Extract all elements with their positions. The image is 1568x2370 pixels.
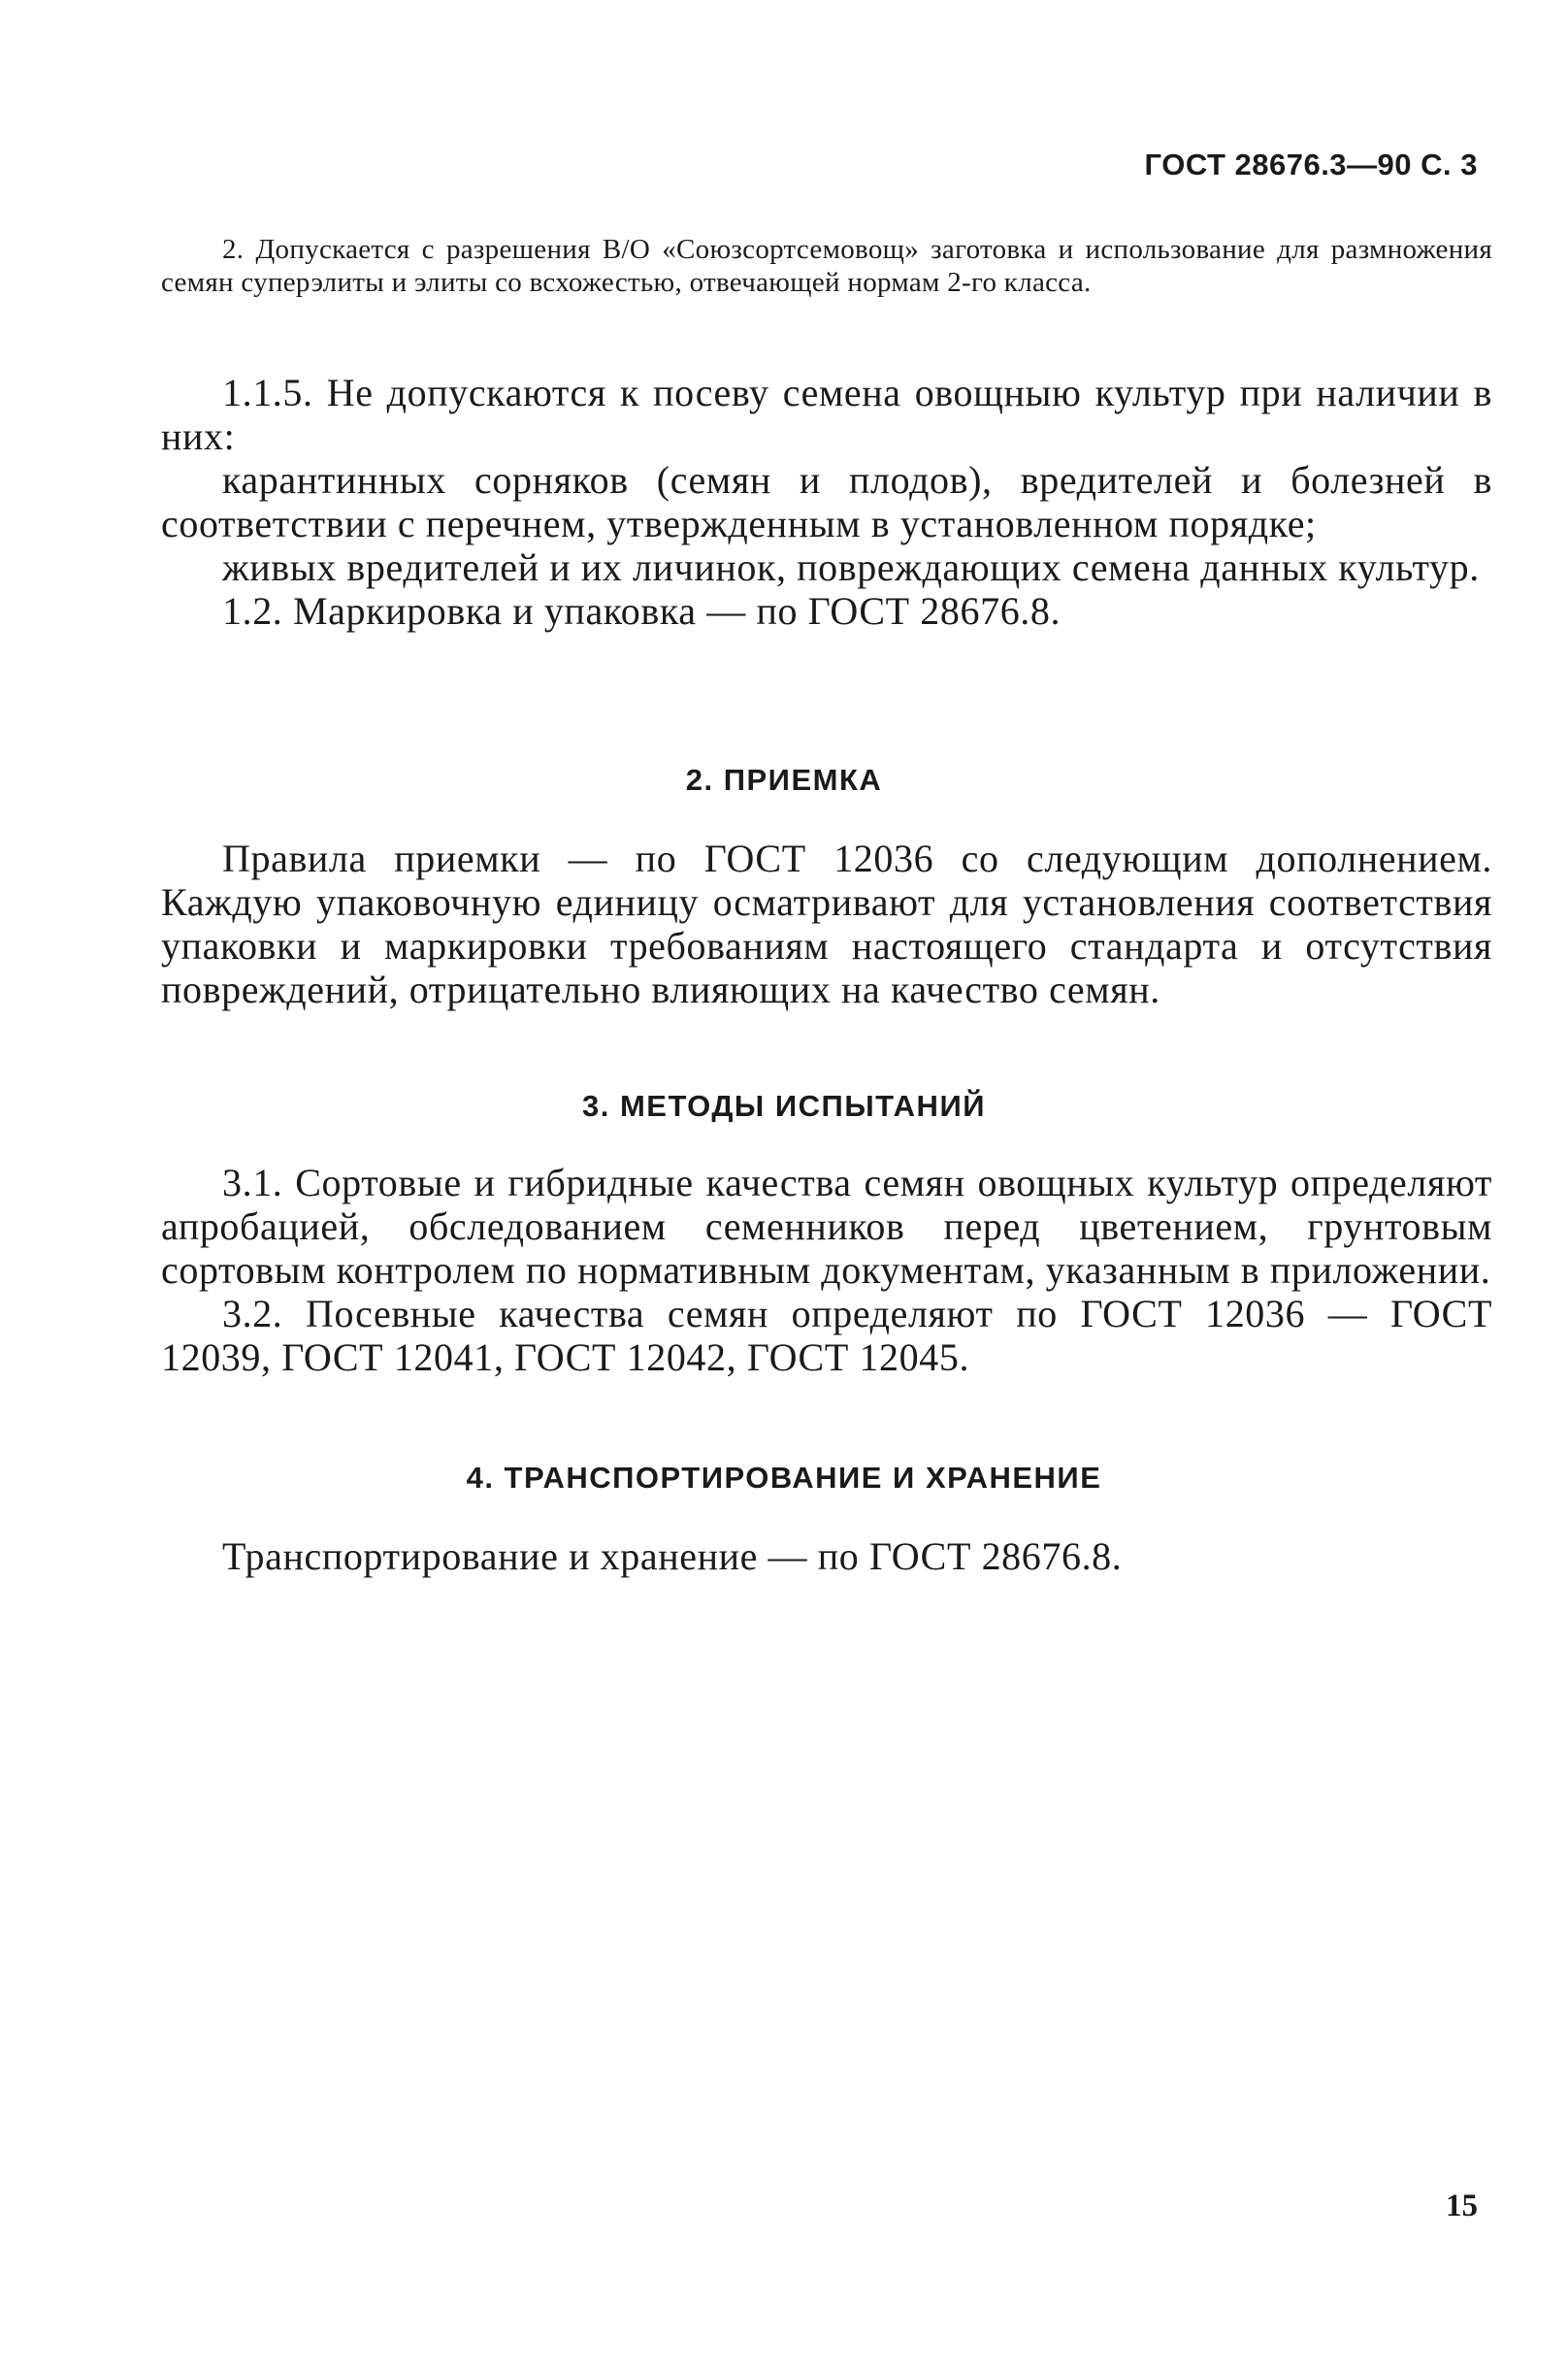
paragraph: 1.1.5. Не допускаются к посеву семена овощныю культур при наличии в них: <box>161 371 1492 458</box>
section-3-body <box>161 1161 1492 1379</box>
paragraph: Транспортирование и хранение — по ГОСТ 28676.8. <box>222 1534 1123 1578</box>
section-title: 4. ТРАНСПОРТИРОВАНИЕ И ХРАНЕНИЕ <box>466 1461 1102 1495</box>
page-number: 15 <box>1446 2189 1478 2223</box>
note-paragraph: 2. Допускается с разрешения В/О «Союзсортсемовощ» заготовка и использование для размножения семян суперэлиты и элиты со всхожестью, отвечающей нормам 2-го класса. <box>161 234 1492 298</box>
section-1-body <box>161 371 1492 633</box>
section-2-body <box>161 837 1492 1011</box>
document-header: ГОСТ 28676.3—90 С. 3 <box>1144 148 1478 181</box>
paragraph: 1.2. Маркировка и упаковка — по ГОСТ 28676.8. <box>222 589 1062 633</box>
section-title: 3. МЕТОДЫ ИСПЫТАНИЙ <box>582 1089 986 1123</box>
paragraph: 3.1. Сортовые и гибридные качества семян овощных культур определяют апробацией, обследованием семенников перед цветением, грунтовым сортовым контролем по нормативным документам, указанным в приложении. <box>161 1161 1492 1292</box>
paragraph: Правила приемки — по ГОСТ 12036 со следующим дополнением. Каждую упаковочную единицу осматривают для установления соответствия упаковки и маркировки требованиям настоящего стандарта и отсутствия повреждений, отрицательно влияющих на качество семян. <box>161 837 1492 1011</box>
section-4-body <box>161 1534 1492 1578</box>
section-title: 2. ПРИЕМКА <box>685 763 883 797</box>
paragraph: живых вредителей и их личинок, повреждающих семена данных культур. <box>222 545 1480 589</box>
paragraph: карантинных сорняков (семян и плодов), вредителей и болезней в соответствии с перечнем, утвержденным в установленном порядке; <box>161 458 1492 545</box>
paragraph: 3.2. Посевные качества семян определяют по ГОСТ 12036 — ГОСТ 12039, ГОСТ 12041, ГОСТ 12042, ГОСТ 12045. <box>161 1292 1492 1379</box>
